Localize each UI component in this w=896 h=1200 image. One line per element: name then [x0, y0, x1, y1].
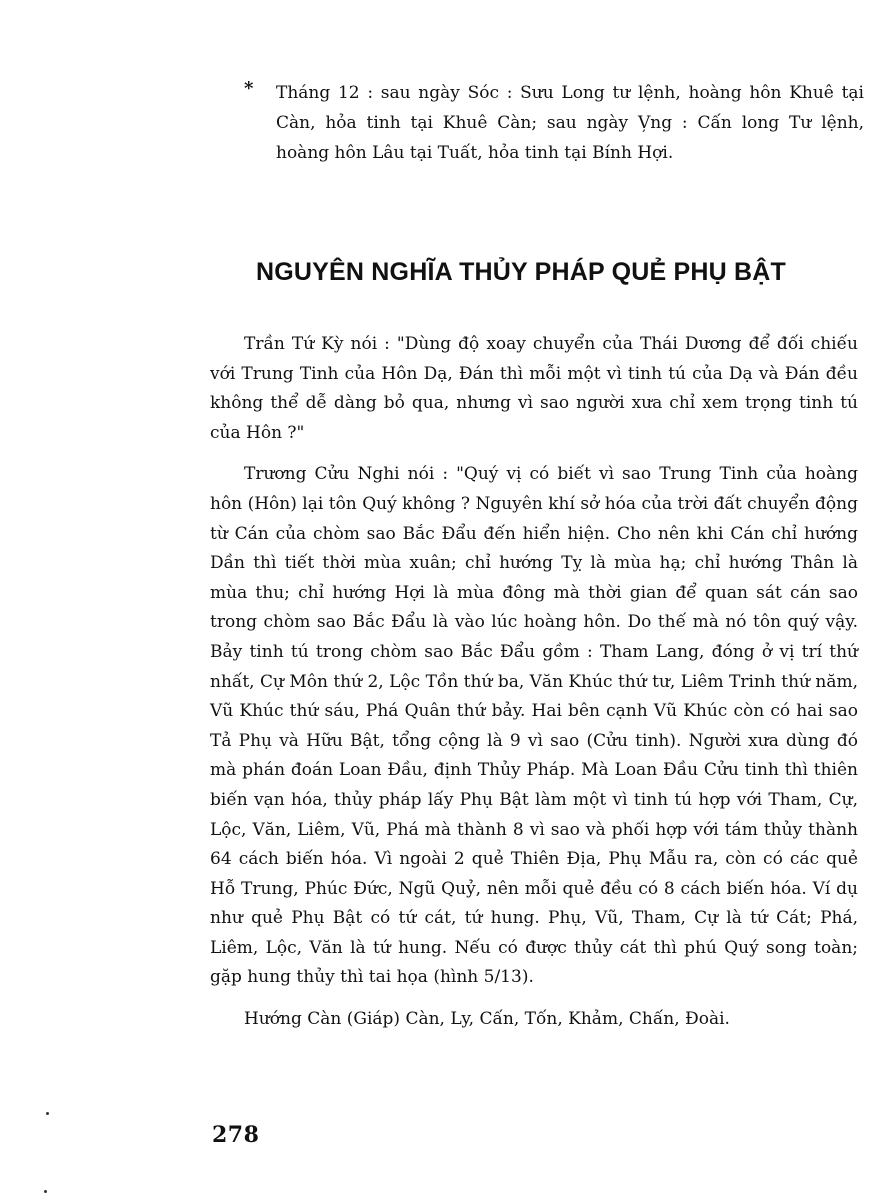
paragraph-1: Trần Tứ Kỳ nói : "Dùng độ xoay chuyển của Thái Dương để đối chiếu với Trung Tinh của Hôn Dạ, Đán thì mỗi một vì tinh tú của Dạ và Đán đều không thể dễ dàng bỏ qua, nhưng vì sao người xưa chỉ xem trọng tinh tú của Hôn ?"	[210, 334, 858, 443]
bullet-asterisk-icon: *	[244, 78, 254, 99]
section-heading: NGUYÊN NGHĨA THỦY PHÁP QUẺ PHỤ BẬT	[256, 258, 787, 286]
body-text	[210, 330, 858, 1047]
paragraph-3: Hướng Càn (Giáp) Càn, Ly, Cấn, Tốn, Khảm, Chấn, Đoài.	[244, 1009, 730, 1030]
scan-speck	[46, 1112, 49, 1115]
scan-speck	[44, 1190, 47, 1193]
bullet-item	[244, 78, 864, 168]
paragraph-2: Trương Cửu Nghi nói : "Quý vị có biết vì sao Trung Tinh của hoàng hôn (Hôn) lại tôn Quý không ? Nguyên khí sở hóa của trời đất chuyển động từ Cán của chòm sao Bắc Đẩu đến hiển hiện. Cho nên khi Cán chỉ hướng Dần thì tiết thời mùa xuân; chỉ hướng Tỵ là mùa hạ; chỉ hướng Thân là mùa thu; chỉ hướng Hợi là mùa đông mà thời gian để quan sát cán sao trong chòm sao Bắc Đẩu là vào lúc hoàng hôn. Do thế mà nó tôn quý vậy. Bảy tinh tú trong chòm sao Bắc Đẩu gồm : Tham Lang, đóng ở vị trí thứ nhất, Cự Môn thứ 2, Lộc Tồn thứ ba, Văn Khúc thứ tư, Liêm Trinh thứ năm, Vũ Khúc thứ sáu, Phá Quân thứ bảy. Hai bên cạnh Vũ Khúc còn có hai sao Tả Phụ và Hữu Bật, tổng cộng là 9 vì sao (Cửu tinh). Người xưa dùng đó mà phán đoán Loan Đầu, định Thủy Pháp. Mà Loan Đầu Cửu tinh thì thiên biến vạn hóa, thủy pháp lấy Phụ Bật làm một vì tinh tú hợp với Tham, Cự, Lộc, Văn, Liêm, Vũ, Phá mà thành 8 vì sao và phối hợp với tám thủy thành 64 cách biến hóa. Vì ngoài 2 quẻ Thiên Địa, Phụ Mẫu ra, còn có các quẻ Hỗ Trung, Phúc Đức, Ngũ Quỷ, nên mỗi quẻ đều có 8 cách biến hóa. Ví dụ như quẻ Phụ Bật có tứ cát, tứ hung. Phụ, Vũ, Tham, Cự là tứ Cát; Phá, Liêm, Lộc, Văn là tứ hung. Nếu có được thủy cát thì phú Quý song toàn; gặp hung thủy thì tai họa (hình 5/13).	[210, 464, 858, 988]
bullet-text: Tháng 12 : sau ngày Sóc : Sưu Long tư lệnh, hoàng hôn Khuê tại Càn, hỏa tinh tại Khuê Càn; sau ngày V̦ng : Cấn long Tư lệnh, hoàng hôn Lâu tại Tuất, hỏa tinh tại Bính Hợi.	[276, 83, 864, 163]
page-number: 278	[212, 1122, 260, 1148]
